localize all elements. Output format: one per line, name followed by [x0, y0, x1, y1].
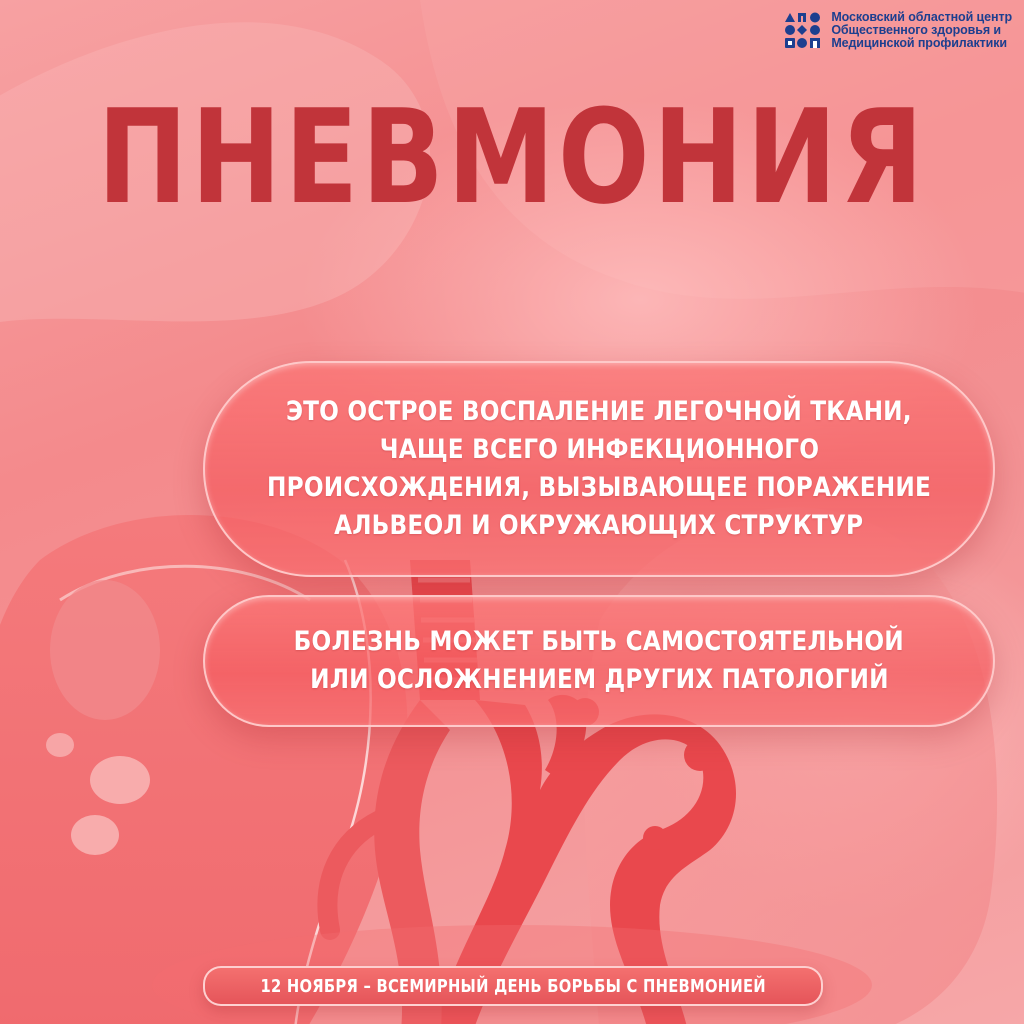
- note-line: БОЛЕЗНЬ МОЖЕТ БЫТЬ САМОСТОЯТЕЛЬНОЙ: [293, 626, 905, 657]
- note-card: [203, 595, 995, 727]
- organization-name-line: Общественного здоровья и: [831, 22, 1001, 37]
- note-line: ИЛИ ОСЛОЖНЕНИЕМ ДРУГИХ ПАТОЛОГИЙ: [309, 664, 889, 695]
- definition-line: ПРОИСХОЖДЕНИЯ, ВЫЗЫВАЮЩЕЕ ПОРАЖЕНИЕ: [267, 472, 931, 503]
- awareness-day-banner: [203, 966, 823, 1006]
- organization-name: [831, 11, 1012, 50]
- organization-logo: [783, 10, 1012, 50]
- definition-card: [203, 361, 995, 577]
- definition-line: ЭТО ОСТРОЕ ВОСПАЛЕНИЕ ЛЕГОЧНОЙ ТКАНИ,: [286, 396, 912, 427]
- awareness-day-text: 12 НОЯБРЯ – ВСЕМИРНЫЙ ДЕНЬ БОРЬБЫ С ПНЕВМОНИЕЙ: [260, 975, 766, 997]
- organization-logo-icon: [783, 10, 823, 50]
- organization-name-line: Московский областной центр: [831, 9, 1012, 24]
- definition-line: АЛЬВЕОЛ И ОКРУЖАЮЩИХ СТРУКТУР: [334, 510, 864, 541]
- organization-name-line: Медицинской профилактики: [831, 35, 1007, 50]
- definition-line: ЧАЩЕ ВСЕГО ИНФЕКЦИОННОГО: [379, 434, 819, 465]
- page-title: ПНЕВМОНИЯ: [97, 81, 927, 233]
